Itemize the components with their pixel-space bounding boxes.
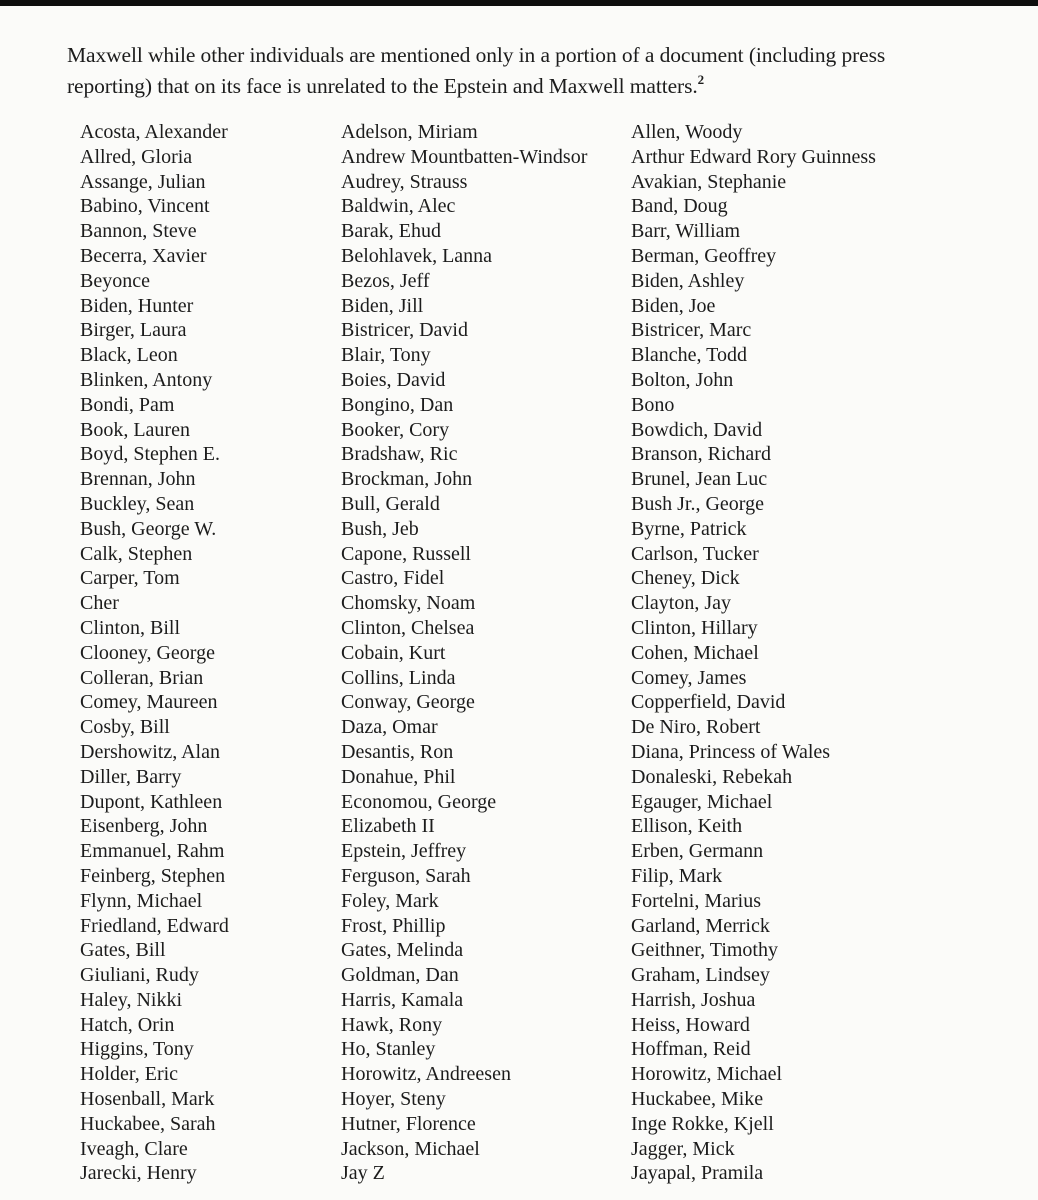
- name-list-item: De Niro, Robert: [631, 716, 761, 739]
- name-list-item: Foley, Mark: [341, 889, 439, 912]
- name-list-item: Geithner, Timothy: [631, 939, 778, 962]
- name-list-item: Acosta, Alexander: [80, 121, 228, 143]
- name-list-item: Bezos, Jeff: [341, 269, 430, 292]
- name-list-item: Jackson, Michael: [341, 1137, 480, 1160]
- name-list-item: Biden, Joe: [631, 294, 716, 317]
- names-column-1: [80, 120, 229, 1186]
- top-border: [0, 0, 1038, 6]
- name-list-item: Bongino, Dan: [341, 393, 454, 416]
- name-list-item: Audrey, Strauss: [341, 170, 468, 193]
- name-list-item: Brennan, John: [80, 468, 196, 491]
- name-list-item: Desantis, Ron: [341, 740, 454, 763]
- name-list-item: Ellison, Keith: [631, 815, 743, 838]
- name-list-item: Harrish, Joshua: [631, 988, 756, 1011]
- name-list-item: Bistricer, Marc: [631, 319, 752, 342]
- name-list-item: Black, Leon: [80, 344, 178, 367]
- name-list-item: Birger, Laura: [80, 319, 187, 342]
- name-list-item: Carper, Tom: [80, 567, 180, 590]
- name-list-item: Eisenberg, John: [80, 815, 208, 838]
- name-list-item: Jay Z: [341, 1162, 385, 1185]
- name-list-item: Giuliani, Rudy: [80, 964, 199, 987]
- name-list-item: Dershowitz, Alan: [80, 740, 220, 763]
- intro-line-2: [67, 71, 1007, 102]
- name-list-item: Andrew Mountbatten-Windsor: [341, 145, 588, 168]
- name-list-item: Gates, Bill: [80, 939, 166, 962]
- name-list-item: Beyonce: [80, 269, 150, 292]
- name-list-item: Fortelni, Marius: [631, 889, 761, 912]
- name-list-item: Blanche, Todd: [631, 344, 747, 367]
- names-column-2: [341, 120, 587, 1186]
- name-list-item: Huckabee, Sarah: [80, 1112, 216, 1135]
- name-list-item: Avakian, Stephanie: [631, 170, 787, 193]
- name-list-item: Book, Lauren: [80, 418, 190, 441]
- name-list-item: Economou, George: [341, 790, 497, 813]
- name-list-item: Biden, Jill: [341, 294, 424, 317]
- name-list-item: Biden, Ashley: [631, 269, 745, 292]
- name-list-item: Daza, Omar: [341, 716, 438, 739]
- name-list-item: Adelson, Miriam: [341, 121, 478, 143]
- name-list-item: Capone, Russell: [341, 542, 471, 565]
- name-list-item: Bannon, Steve: [80, 220, 197, 243]
- name-list-item: Brunel, Jean Luc: [631, 468, 768, 491]
- name-list-item: Hutner, Florence: [341, 1112, 476, 1135]
- name-list-item: Cheney, Dick: [631, 567, 740, 590]
- name-list-item: Filip, Mark: [631, 864, 723, 887]
- name-list-item: Bistricer, David: [341, 319, 468, 342]
- name-list-item: Booker, Cory: [341, 418, 450, 441]
- name-list-item: Ferguson, Sarah: [341, 864, 471, 887]
- name-list-item: Bondi, Pam: [80, 393, 175, 416]
- name-list-item: Bush, George W.: [80, 517, 217, 540]
- name-list-item: Friedland, Edward: [80, 914, 229, 937]
- name-list-item: Epstein, Jeffrey: [341, 840, 467, 863]
- name-list-item: Comey, Maureen: [80, 691, 218, 714]
- name-list-item: Clinton, Hillary: [631, 616, 758, 639]
- name-list-item: Bolton, John: [631, 368, 734, 391]
- name-list-item: Baldwin, Alec: [341, 195, 456, 218]
- name-list-item: Collins, Linda: [341, 666, 456, 689]
- name-list-item: Jagger, Mick: [631, 1137, 735, 1160]
- name-list-item: Huckabee, Mike: [631, 1088, 764, 1111]
- name-list-item: Elizabeth II: [341, 815, 435, 838]
- name-list-item: Donahue, Phil: [341, 765, 456, 788]
- name-list-item: Comey, James: [631, 666, 747, 689]
- name-list-item: Harris, Kamala: [341, 988, 464, 1011]
- name-list-item: Garland, Merrick: [631, 914, 770, 937]
- name-list-item: Copperfield, David: [631, 691, 786, 714]
- name-list-item: Brockman, John: [341, 468, 473, 491]
- name-list-item: Band, Doug: [631, 195, 728, 218]
- name-list-item: Hatch, Orin: [80, 1013, 175, 1036]
- name-list-item: Arthur Edward Rory Guinness: [631, 145, 876, 168]
- name-list-item: Hawk, Rony: [341, 1013, 443, 1036]
- name-list-item: Clinton, Bill: [80, 616, 181, 639]
- name-list-item: Bradshaw, Ric: [341, 443, 458, 466]
- name-list-item: Byrne, Patrick: [631, 517, 747, 540]
- name-list-item: Bush Jr., George: [631, 492, 764, 515]
- name-list-item: Haley, Nikki: [80, 988, 183, 1011]
- name-list-item: Egauger, Michael: [631, 790, 773, 813]
- name-list-item: Clooney, George: [80, 641, 215, 664]
- name-list-item: Blair, Tony: [341, 344, 431, 367]
- name-list-item: Conway, George: [341, 691, 475, 714]
- names-column-3: [631, 120, 876, 1186]
- name-list-item: Higgins, Tony: [80, 1038, 194, 1061]
- name-list-item: Holder, Eric: [80, 1063, 179, 1086]
- name-list-item: Biden, Hunter: [80, 294, 194, 317]
- name-list-item: Cosby, Bill: [80, 716, 170, 739]
- name-list-item: Bono: [631, 393, 675, 416]
- name-list-item: Berman, Geoffrey: [631, 244, 777, 267]
- name-list-item: Carlson, Tucker: [631, 542, 759, 565]
- name-list-item: Emmanuel, Rahm: [80, 840, 225, 863]
- name-list-item: Clayton, Jay: [631, 592, 731, 615]
- name-list-item: Bull, Gerald: [341, 492, 440, 515]
- name-list-item: Frost, Phillip: [341, 914, 446, 937]
- name-list-item: Donaleski, Rebekah: [631, 765, 793, 788]
- name-list-item: Blinken, Antony: [80, 368, 213, 391]
- name-list-item: Calk, Stephen: [80, 542, 193, 565]
- name-list-item: Belohlavek, Lanna: [341, 244, 493, 267]
- name-list-item: Erben, Germann: [631, 840, 764, 863]
- name-list-item: Allen, Woody: [631, 121, 743, 143]
- name-list-item: Cohen, Michael: [631, 641, 759, 664]
- name-list-item: Hosenball, Mark: [80, 1088, 215, 1111]
- name-list-item: Castro, Fidel: [341, 567, 445, 590]
- name-list-item: Graham, Lindsey: [631, 964, 770, 987]
- name-list-item: Bush, Jeb: [341, 517, 419, 540]
- intro-line-2-text: reporting) that on its face is unrelated to the Epstein and Maxwell matters.: [67, 74, 698, 98]
- name-list-item: Jayapal, Pramila: [631, 1162, 764, 1185]
- name-list-item: Ho, Stanley: [341, 1038, 436, 1061]
- name-list-item: Iveagh, Clare: [80, 1137, 188, 1160]
- footnote-marker: 2: [697, 72, 705, 87]
- name-list-item: Cher: [80, 592, 119, 615]
- name-list-item: Diller, Barry: [80, 765, 182, 788]
- name-list-item: Barr, William: [631, 220, 741, 243]
- name-list-item: Chomsky, Noam: [341, 592, 476, 615]
- name-list-item: Bowdich, David: [631, 418, 763, 441]
- name-list-item: Hoyer, Steny: [341, 1088, 446, 1111]
- name-list-item: Horowitz, Michael: [631, 1063, 783, 1086]
- name-list-item: Jarecki, Henry: [80, 1162, 197, 1185]
- name-list-item: Inge Rokke, Kjell: [631, 1112, 774, 1135]
- name-list-item: Assange, Julian: [80, 170, 206, 193]
- intro-line-1: Maxwell while other individuals are mentioned only in a portion of a document (including press: [67, 43, 886, 67]
- name-list-item: Becerra, Xavier: [80, 244, 207, 267]
- name-list-item: Diana, Princess of Wales: [631, 740, 831, 763]
- name-list-item: Hoffman, Reid: [631, 1038, 751, 1061]
- name-list-item: Dupont, Kathleen: [80, 790, 223, 813]
- name-list-item: Flynn, Michael: [80, 889, 203, 912]
- name-list-item: Colleran, Brian: [80, 666, 204, 689]
- name-list-item: Boies, David: [341, 368, 446, 391]
- name-list-item: Buckley, Sean: [80, 492, 195, 515]
- name-list-item: Allred, Gloria: [80, 145, 193, 168]
- intro-paragraph: [67, 40, 1007, 102]
- name-list-item: Heiss, Howard: [631, 1013, 750, 1036]
- name-list-item: Gates, Melinda: [341, 939, 464, 962]
- name-list-item: Boyd, Stephen E.: [80, 443, 220, 466]
- name-list-item: Horowitz, Andreesen: [341, 1063, 511, 1086]
- name-list-item: Cobain, Kurt: [341, 641, 446, 664]
- name-list-item: Branson, Richard: [631, 443, 771, 466]
- name-list-item: Feinberg, Stephen: [80, 864, 226, 887]
- name-list-item: Barak, Ehud: [341, 220, 441, 243]
- name-list-item: Babino, Vincent: [80, 195, 210, 218]
- name-list-item: Goldman, Dan: [341, 964, 459, 987]
- name-list-item: Clinton, Chelsea: [341, 616, 475, 639]
